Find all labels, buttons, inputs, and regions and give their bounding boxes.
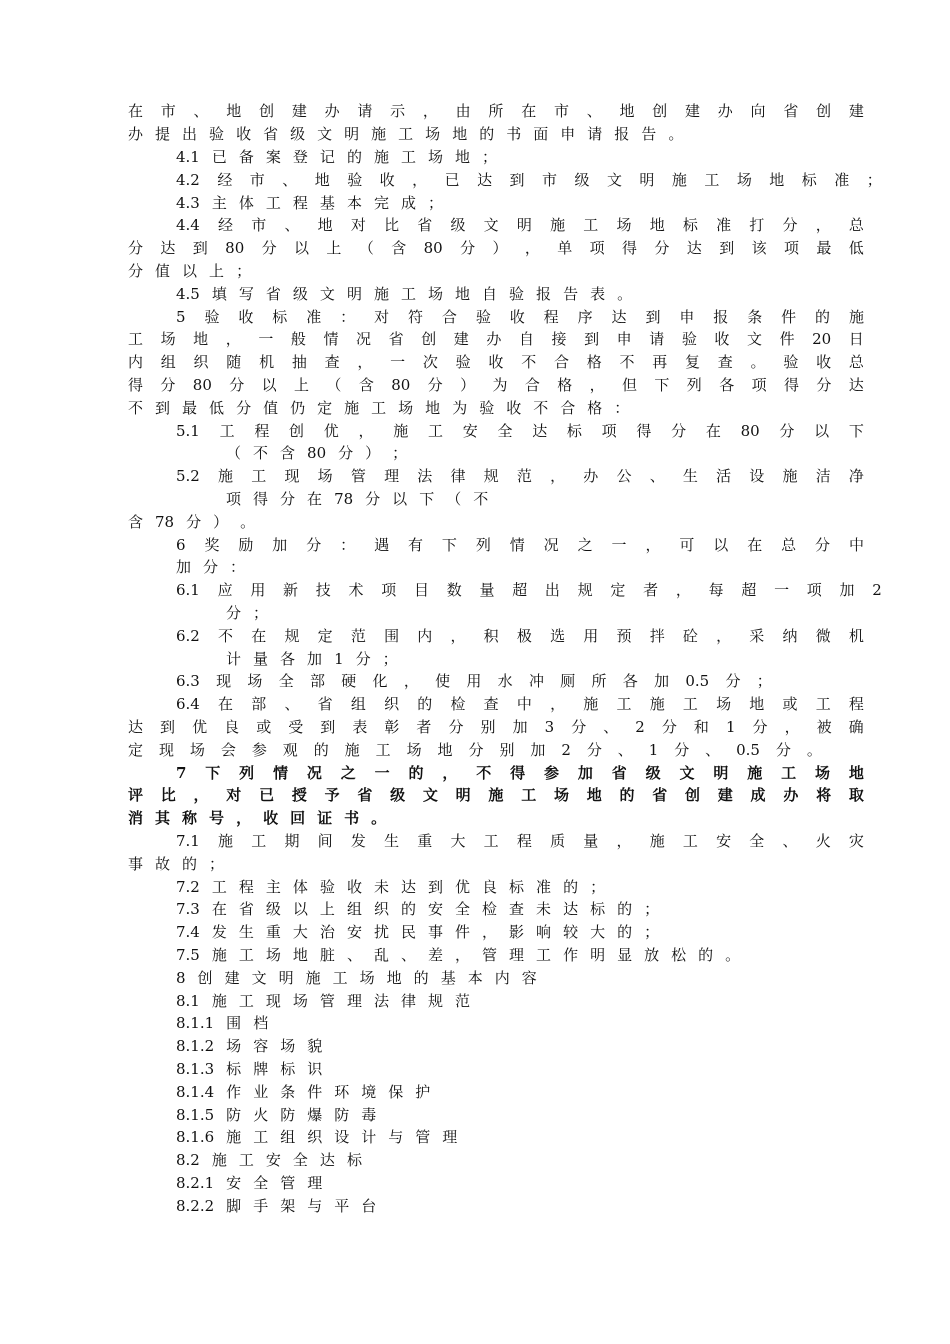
text-line: 分 值 以 上 ； <box>128 262 252 280</box>
text-line: 5 验 收 标 准 ： 对 符 合 验 收 程 序 达 到 申 报 条 件 的 施 <box>176 308 864 326</box>
text-line: （ 不 含 80 分 ） ； <box>226 444 408 462</box>
text-line: 含 78 分 ） 。 <box>128 513 256 531</box>
text-line: 8.1.1 围 档 <box>176 1014 269 1032</box>
text-line: 8.1.4 作 业 条 件 环 境 保 护 <box>176 1083 431 1101</box>
text-line: 6.3 现 场 全 部 硬 化 ， 使 用 水 冲 厕 所 各 加 0.5 分 ； <box>176 672 772 690</box>
text-line: 7.5 施 工 场 地 脏 、 乱 、 差 ， 管 理 工 作 明 显 放 松 的 。 <box>176 946 741 964</box>
text-line: 5.1 工 程 创 优 ， 施 工 安 全 达 标 项 得 分 在 80 分 以 下 <box>176 422 864 440</box>
text-line: 8.1 施 工 现 场 管 理 法 律 规 范 <box>176 992 471 1010</box>
text-line: 4.3 主 体 工 程 基 本 完 成 ； <box>176 194 443 212</box>
text-line: 7 下 列 情 况 之 一 的 ， 不 得 参 加 省 级 文 明 施 工 场 地 <box>176 764 864 782</box>
text-line: 分 达 到 80 分 以 上 （ 含 80 分 ） ， 单 项 得 分 达 到 该 项 最 低 <box>128 239 864 257</box>
text-line: 7.4 发 生 重 大 治 安 扰 民 事 件 ， 影 响 较 大 的 ； <box>176 923 660 941</box>
text-line: 4.4 经 市 、 地 对 比 省 级 文 明 施 工 场 地 标 准 打 分 ， 总 <box>176 216 864 234</box>
text-line: 4.5 填 写 省 级 文 明 施 工 场 地 自 验 报 告 表 。 <box>176 285 633 303</box>
text-line: 8 创 建 文 明 施 工 场 地 的 基 本 内 容 <box>176 969 537 987</box>
text-line: 8.2.1 安 全 管 理 <box>176 1174 323 1192</box>
text-line: 内 组 织 随 机 抽 查 ， 一 次 验 收 不 合 格 不 再 复 查 。 验 收 总 <box>128 353 864 371</box>
text-line: 不 到 最 低 分 值 仍 定 施 工 场 地 为 验 收 不 合 格 ： <box>128 399 630 417</box>
text-line: 在 市 、 地 创 建 办 请 示 ， 由 所 在 市 、 地 创 建 办 向 省 创 建 <box>128 102 864 120</box>
text-line: 4.2 经 市 、 地 验 收 ， 已 达 到 市 级 文 明 施 工 场 地 标 准 ； <box>176 171 882 189</box>
text-line: 8.1.3 标 牌 标 识 <box>176 1060 323 1078</box>
text-line: 8.1.5 防 火 防 爆 防 毒 <box>176 1106 377 1124</box>
text-line: 7.1 施 工 期 间 发 生 重 大 工 程 质 量 ， 施 工 安 全 、 火 灾 <box>176 832 864 850</box>
text-line: 7.2 工 程 主 体 验 收 未 达 到 优 良 标 准 的 ； <box>176 878 606 896</box>
text-line: 6.4 在 部 、 省 组 织 的 检 查 中 ， 施 工 施 工 场 地 或 工 程 <box>176 695 864 713</box>
text-line: 项 得 分 在 78 分 以 下 （ 不 <box>226 490 489 508</box>
text-line: 计 量 各 加 1 分 ； <box>226 650 398 668</box>
text-line: 6.1 应 用 新 技 术 项 目 数 量 超 出 规 定 者 ， 每 超 一 项 加 2 <box>176 581 882 599</box>
text-line: 5.2 施 工 现 场 管 理 法 律 规 范 ， 办 公 、 生 活 设 施 洁 净 <box>176 467 864 485</box>
text-line: 定 现 场 会 参 观 的 施 工 场 地 分 别 加 2 分 、 1 分 、 0.5 分 。 <box>128 741 822 759</box>
text-line: 6.2 不 在 规 定 范 围 内 ， 积 极 选 用 预 拌 砼 ， 采 纳 微 机 <box>176 627 864 645</box>
text-line: 评 比 ， 对 已 授 予 省 级 文 明 施 工 场 地 的 省 创 建 成 办 将 取 <box>128 786 864 804</box>
text-line: 得 分 80 分 以 上 （ 含 80 分 ） 为 合 格 ， 但 下 列 各 项 得 分 达 <box>128 376 864 394</box>
text-line: 4.1 已 备 案 登 记 的 施 工 场 地 ； <box>176 148 498 166</box>
text-line: 8.1.6 施 工 组 织 设 计 与 管 理 <box>176 1128 458 1146</box>
text-line: 办 提 出 验 收 省 级 文 明 施 工 场 地 的 书 面 申 请 报 告 。 <box>128 125 684 143</box>
text-line: 工 场 地 ， 一 般 情 况 省 创 建 办 自 接 到 申 请 验 收 文 件 20 日 <box>128 330 864 348</box>
text-line: 消 其 称 号 ， 收 回 证 书 。 <box>128 809 387 827</box>
text-line: 6 奖 励 加 分 ： 遇 有 下 列 情 况 之 一 ， 可 以 在 总 分 中 <box>176 536 864 554</box>
text-line: 8.2.2 脚 手 架 与 平 台 <box>176 1197 377 1215</box>
text-line: 事 故 的 ； <box>128 855 225 873</box>
text-line: 7.3 在 省 级 以 上 组 织 的 安 全 检 查 未 达 标 的 ； <box>176 900 660 918</box>
text-line: 8.1.2 场 容 场 貌 <box>176 1037 323 1055</box>
text-line: 分 ； <box>226 604 269 622</box>
text-line: 8.2 施 工 安 全 达 标 <box>176 1151 362 1169</box>
text-line: 加 分 ： <box>176 558 246 576</box>
text-line: 达 到 优 良 或 受 到 表 彰 者 分 别 加 3 分 、 2 分 和 1 分 ， 被 确 <box>128 718 864 736</box>
